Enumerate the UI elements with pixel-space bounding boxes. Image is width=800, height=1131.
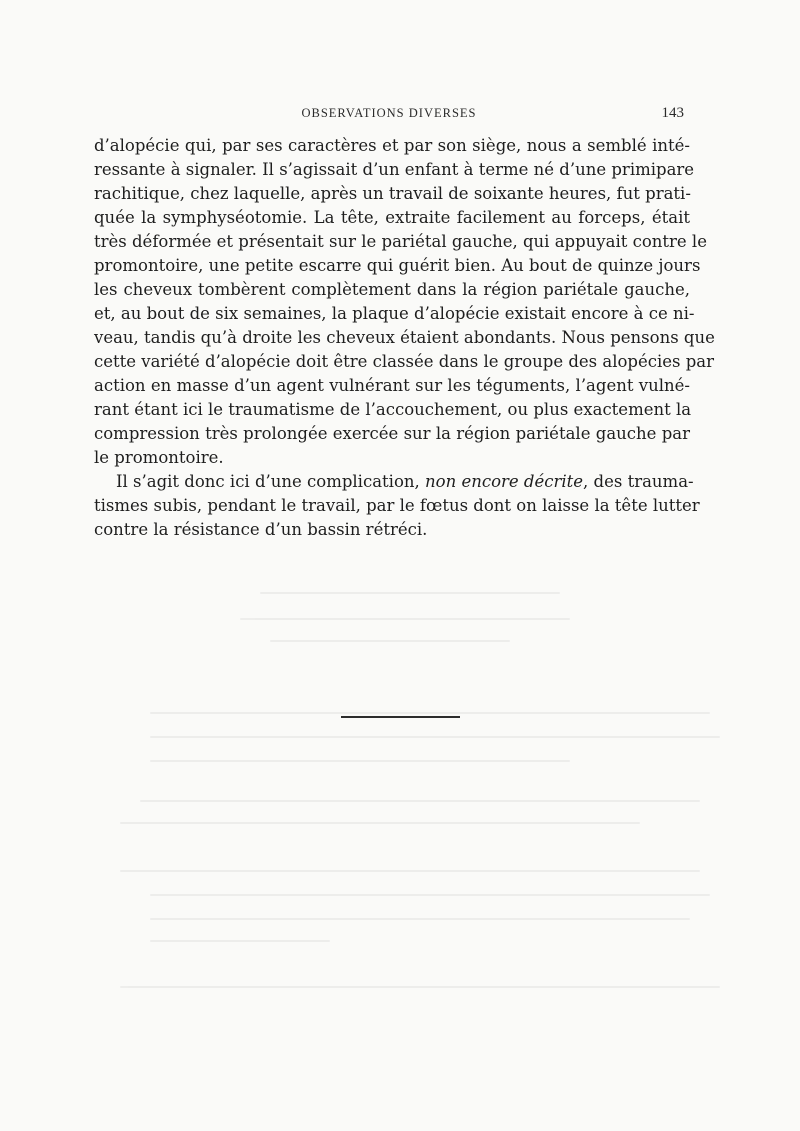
text-line: compression très prolongée exercée sur la région pariétale gauche par [94, 424, 690, 443]
text-line: cette variété d’alopécie doit être classée dans le groupe des alopécies par [94, 352, 715, 371]
text-line: contre la résistance d’un bassin rétréci. [94, 520, 428, 539]
text-line: d’alopécie qui, par ses caractères et par son siège, nous a semblé inté- [94, 136, 690, 155]
page-number: 143 [661, 105, 684, 121]
text-line: action en masse d’un agent vulnérant sur les téguments, l’agent vulné- [94, 376, 690, 395]
text-line: veau, tandis qu’à droite les cheveux étaient abondants. Nous pensons que [94, 328, 715, 347]
text-line: le promontoire. [94, 448, 224, 467]
body-text [94, 134, 715, 542]
text-run: Il s’agit donc ici d’une complication, [116, 472, 420, 491]
text-line: tismes subis, pendant le travail, par le fœtus dont on laisse la tête lutter [94, 496, 700, 515]
italic-phrase: non encore décrite [425, 472, 584, 491]
text-line: quée la symphyséotomie. La tête, extraite facilement au forceps, était [94, 208, 690, 227]
text-line: et, au bout de six semaines, la plaque d’alopécie existait encore à ce ni- [94, 304, 695, 323]
text-line: rant étant ici le traumatisme de l’accouchement, ou plus exactement la [94, 400, 692, 419]
running-header [94, 106, 684, 126]
text-line: promontoire, une petite escarre qui guérit bien. Au bout de quinze jours [94, 256, 701, 275]
running-title: OBSERVATIONS DIVERSES [301, 106, 477, 120]
text-line: rachitique, chez laquelle, après un travail de soixante heures, fut prati- [94, 184, 691, 203]
paragraph-2-line-1 [94, 470, 694, 494]
text-line: ressante à signaler. Il s’agissait d’un enfant à terme né d’une primipare [94, 160, 695, 179]
text-line: les cheveux tombèrent complètement dans la région pariétale gauche, [94, 280, 690, 299]
text-run: , des trauma- [583, 472, 694, 491]
text-line: très déformée et présentait sur le pariétal gauche, qui appuyait contre le [94, 232, 707, 251]
section-divider-rule [341, 716, 460, 718]
